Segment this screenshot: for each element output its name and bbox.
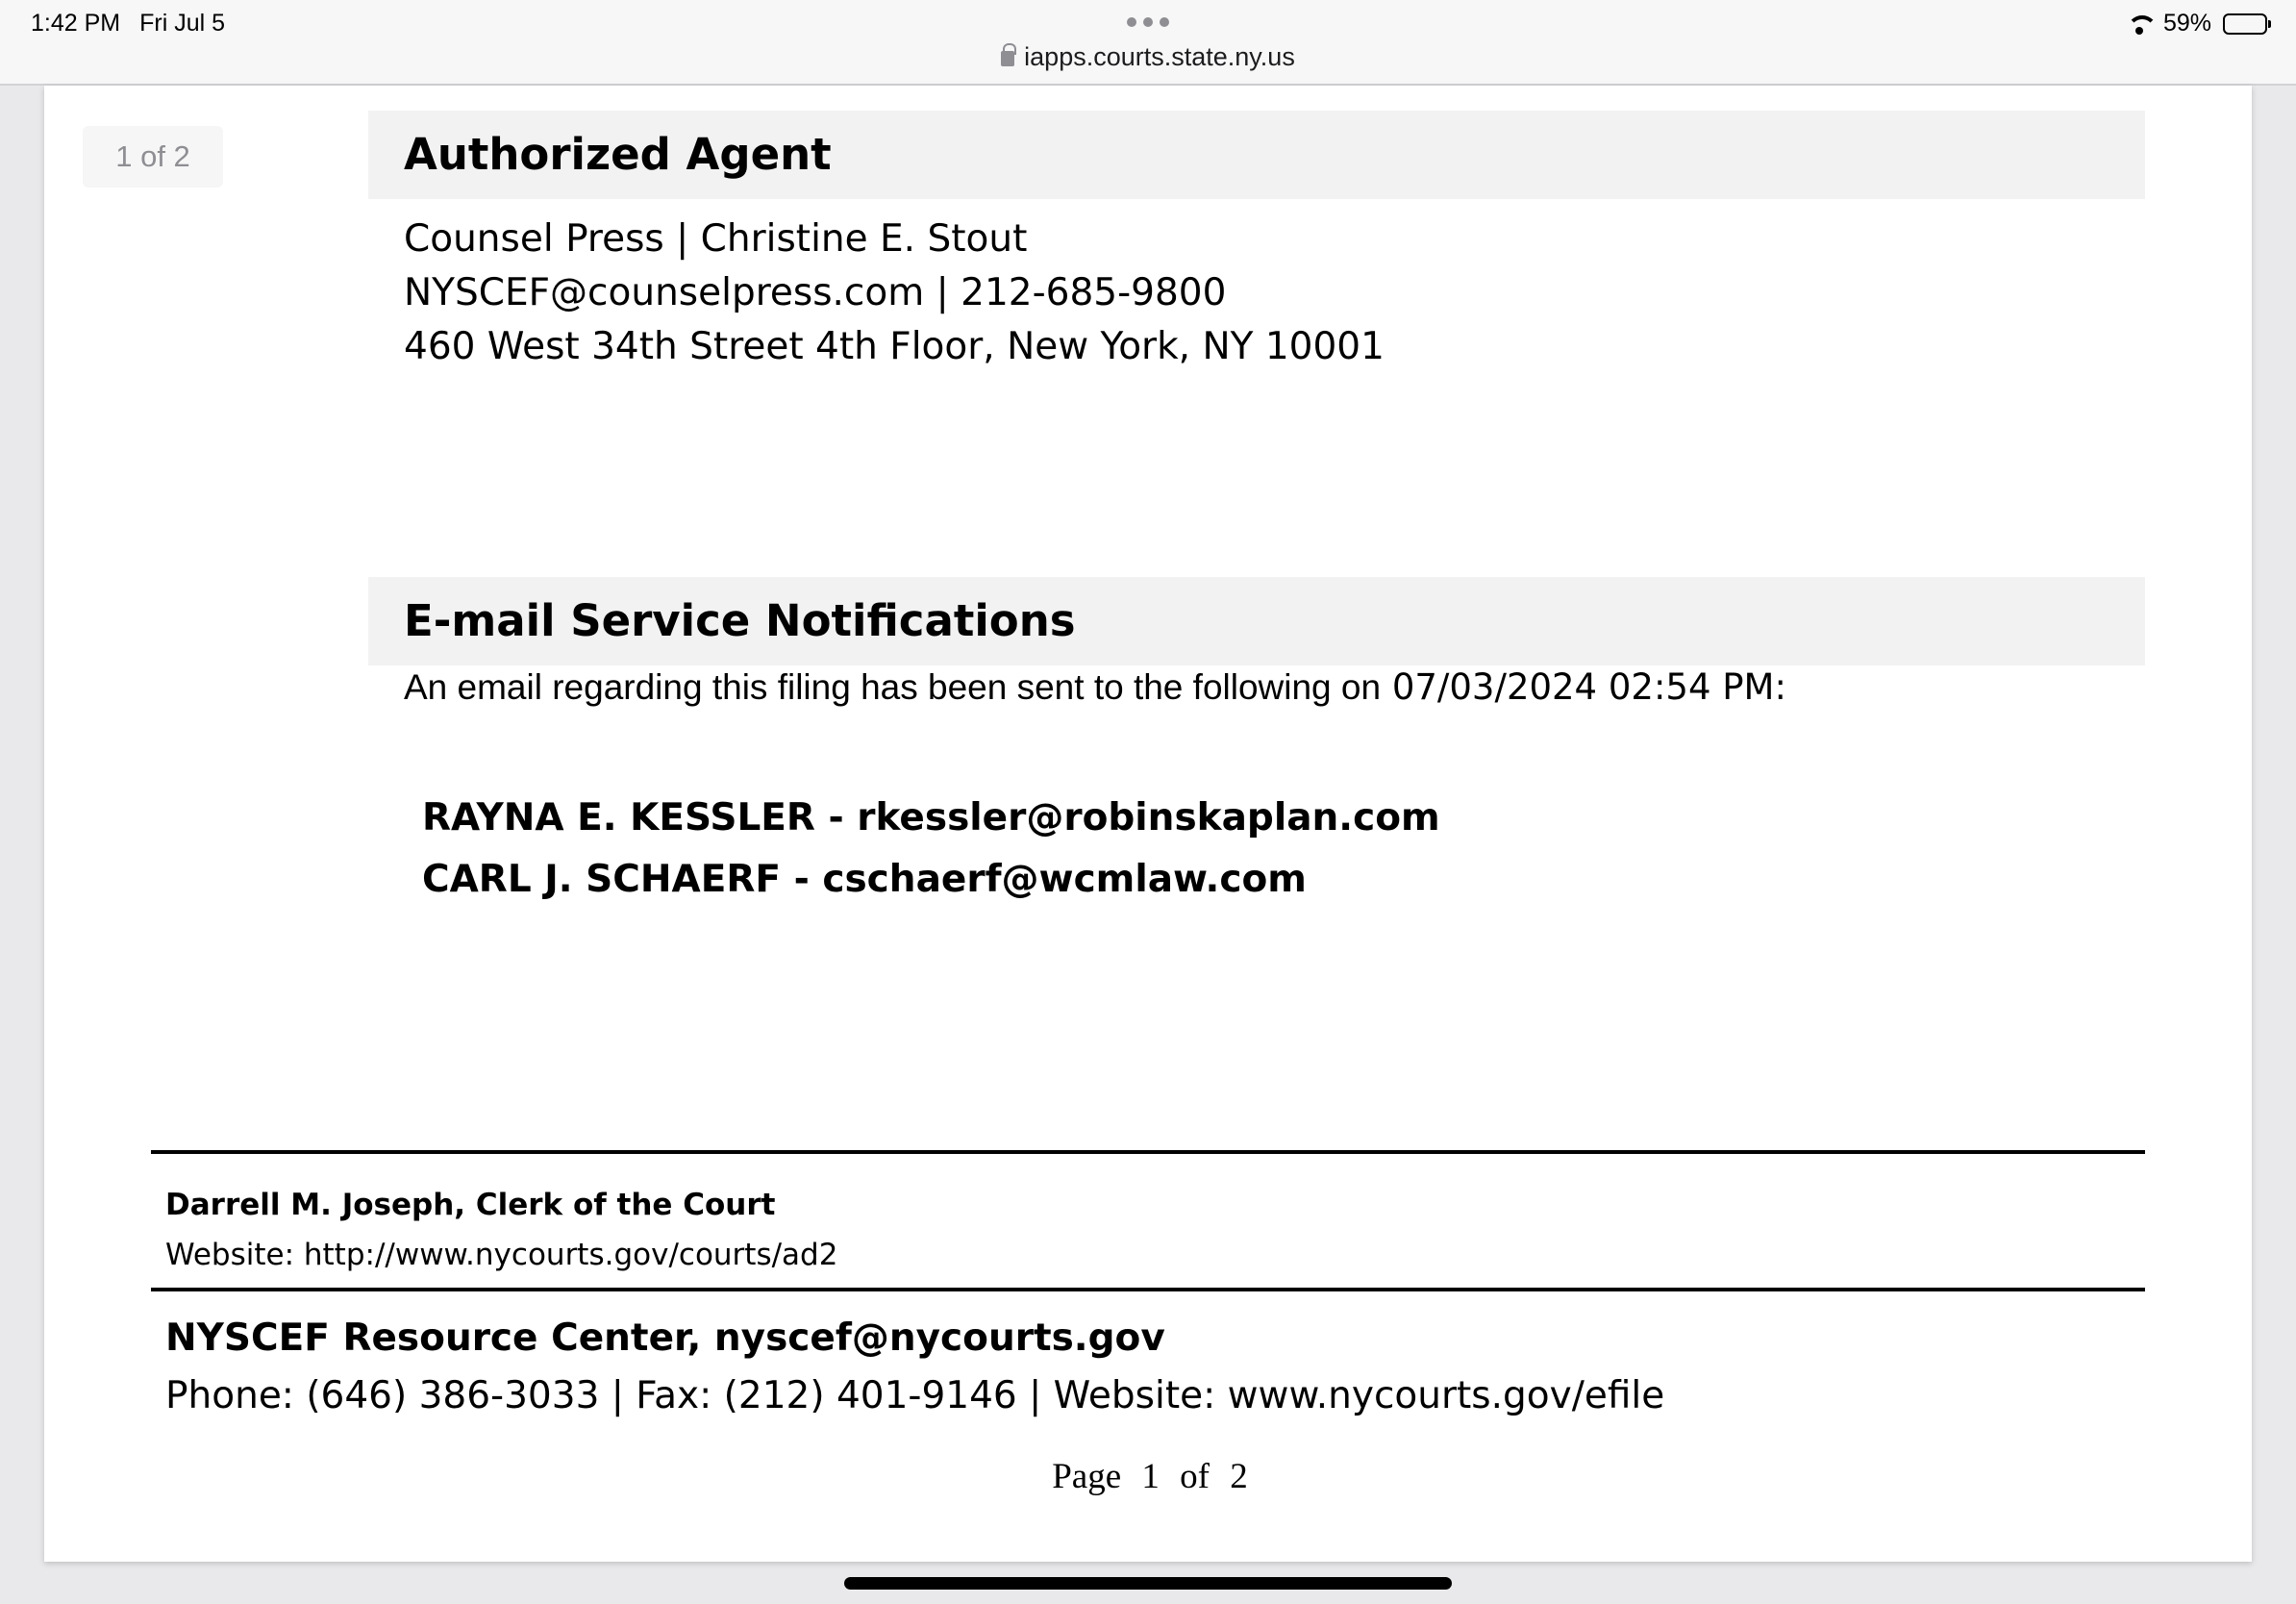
page-current: 1 xyxy=(1141,1457,1160,1496)
battery-icon xyxy=(2223,13,2267,35)
status-indicators xyxy=(2127,10,2267,38)
page-of: of xyxy=(1180,1457,1210,1496)
url-text: iapps.courts.state.ny.us xyxy=(1024,42,1295,71)
recipient-item: CARL J. SCHAERF - cschaerf@wcmlaw.com xyxy=(422,858,1307,901)
email-notifications-header: E-mail Service Notifications xyxy=(368,577,2145,665)
page-indicator: 1 of 2 xyxy=(83,126,223,188)
page-label: Page xyxy=(1052,1457,1122,1496)
notification-datetime: 07/03/2024 02:54 PM: xyxy=(1391,666,1786,708)
authorized-agent-header: Authorized Agent xyxy=(368,111,2145,199)
resource-center-title: NYSCEF Resource Center, nyscef@nycourts.gov xyxy=(165,1316,1165,1360)
wifi-icon xyxy=(2127,13,2154,35)
recipient-list xyxy=(422,788,1440,911)
email-notification-intro xyxy=(404,666,1786,708)
page-number xyxy=(44,1456,2140,1497)
multitasking-dots-icon[interactable] xyxy=(1127,17,1169,27)
document-page[interactable] xyxy=(44,86,2252,1562)
address-bar[interactable] xyxy=(0,42,2296,72)
authorized-agent-details xyxy=(404,213,1385,374)
clerk-website: Website: http://www.nycourts.gov/courts/ad2 xyxy=(165,1238,838,1272)
recipient-item: RAYNA E. KESSLER - rkessler@robinskaplan.com xyxy=(422,796,1440,840)
footer-divider-top xyxy=(151,1150,2145,1154)
status-time-date xyxy=(31,10,225,38)
status-date: Fri Jul 5 xyxy=(139,10,226,37)
home-indicator[interactable] xyxy=(844,1577,1452,1590)
agent-address-line: 460 West 34th Street 4th Floor, New York, NY 10001 xyxy=(404,325,1385,368)
resource-center-contact: Phone: (646) 386-3033 | Fax: (212) 401-9146 | Website: www.nycourts.gov/efile xyxy=(165,1374,1665,1417)
clerk-name: Darrell M. Joseph, Clerk of the Court xyxy=(165,1188,776,1222)
agent-name-line: Counsel Press | Christine E. Stout xyxy=(404,217,1028,261)
status-bar xyxy=(0,0,2296,86)
lock-icon xyxy=(1001,51,1014,66)
battery-percentage: 59% xyxy=(2162,10,2211,37)
intro-text: An email regarding this filing has been sent to the following on xyxy=(404,667,1382,707)
status-time: 1:42 PM xyxy=(31,10,121,37)
footer-divider-bottom xyxy=(151,1288,2145,1291)
page-total: 2 xyxy=(1230,1457,1248,1496)
agent-contact-line: NYSCEF@counselpress.com | 212-685-9800 xyxy=(404,271,1227,314)
